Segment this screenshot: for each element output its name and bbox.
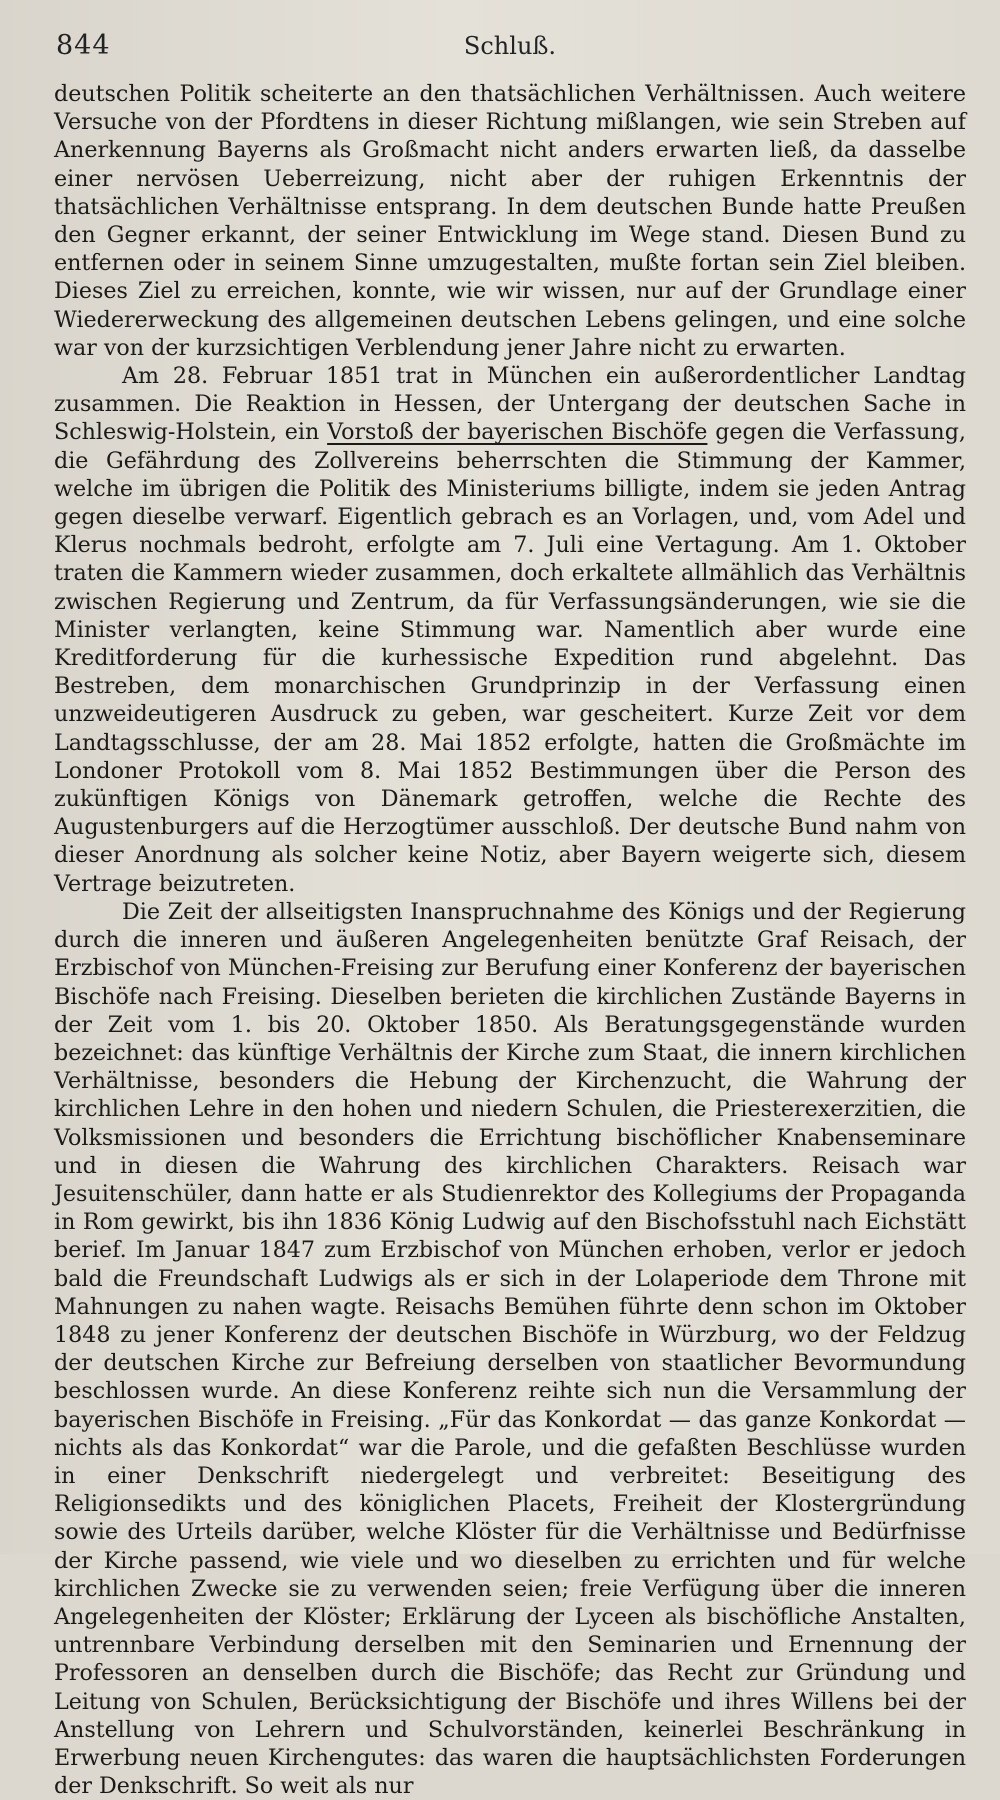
paragraph-3: Die Zeit der allseitigsten Inanspruchnahme des Königs und der Regierung durch die inneren und äußeren Angelegenheiten benützte Graf Reisach, der Erzbischof von München-Freising zur Berufung einer Konferenz der bayerischen Bischöfe nach Freising. Dieselben berieten die kirchlichen Zustände Bayerns in der Zeit vom 1. bis 20. Oktober 1850. Als Beratungsgegenstände wurden bezeichnet: das künftige Verhältnis der Kirche zum Staat, die innern kirchlichen Verhältnisse, besonders die Hebung der Kirchenzucht, die Wahrung der kirchlichen Lehre in den hohen und niedern Schulen, die Priesterexerzitien, die Volksmissionen und besonders die Errichtung bischöflicher Knabenseminare und in diesen die Wahrung des kirchlichen Charakters. Reisach war Jesuitenschüler, dann hatte er als Studienrektor des Kollegiums der Propaganda in Rom gewirkt, bis ihn 1836 König Ludwig auf den Bischofsstuhl nach Eichstätt berief. Im Januar 1847 zum Erzbischof von München erhoben, verlor er jedoch bald die Freundschaft Ludwigs als er sich in der Lolaperiode dem Throne mit Mahnungen zu nahen wagte. Reisachs Bemühen führte denn schon im Oktober 1848 zu jener Konferenz der deutschen Bischöfe in Würzburg, wo der Feldzug der deutschen Kirche zur Befreiung derselben von staatlicher Bevormundung beschlossen wurde. An diese Konferenz reihte sich nun die Versammlung der bayerischen Bischöfe in Freising. „Für das Konkordat — das ganze Konkordat — nichts als das Konkordat“ war die Parole, und die gefaßten Beschlüsse wurden in einer Denkschrift niedergelegt und verbreitet: Beseitigung des Religionsedikts und des königlichen Placets, Freiheit der Klostergründung sowie des Urteils darüber, welche Klöster für die Verhältnisse und Bedürfnisse der Kirche passend, wie viele und wo dieselben zu errichten und für welche kirchlichen Zwecke sie zu verwenden seien; freie Verfügung über die inneren Angelegenheiten der Klöster; Erklärung der Lyceen als bischöfliche Anstalten, untrennbare Verbindung derselben mit den Seminarien und Ernennung der Professoren an denselben durch die Bischöfe; das Recht zur Gründung und Leitung von Schulen, Berücksichtigung der Bischöfe und ihres Willens bei der Anstellung von Lehrern und Schulvorständen, keinerlei Beschränkung in Erwerbung neuen Kirchengutes: das waren die hauptsächlichsten Forderungen der Denkschrift. So weit als nur bbox=[54, 898, 966, 1800]
body-text bbox=[54, 80, 966, 1800]
page-number: 844 bbox=[56, 30, 111, 61]
paragraph-2-text-after: gegen die Verfassung, die Gefährdung des Zollvereins beherrschten die Stimmung der Kammer, welche im übrigen die Politik des Ministeriums billigte, indem sie jeden Antrag gegen dieselbe verwarf. Eigentlich gebrach es an Vorlagen, und, vom Adel und Klerus nochmals bedroht, erfolgte am 7. Juli eine Vertagung. Am 1. Oktober traten die Kammern wieder zusammen, doch erkaltete allmählich das Verhältnis zwischen Regierung und Zentrum, da für Verfassungsänderungen, wie sie die Minister verlangten, keine Stimmung war. Namentlich aber wurde eine Kreditforderung für die kurhessische Expedition rund abgelehnt. Das Bestreben, dem monarchischen Grundprinzip in der Verfassung einen unzweideutigeren Ausdruck zu geben, war gescheitert. Kurze Zeit vor dem Landtagsschlusse, der am 28. Mai 1852 erfolgte, hatten die Großmächte im Londoner Protokoll vom 8. Mai 1852 Bestimmungen über die Person des zukünftigen Königs von Dänemark getroffen, welche die Rechte des Augustenburgers auf die Herzogtümer ausschloß. Der deutsche Bund nahm von dieser Anordnung als solcher keine Notiz, aber Bayern weigerte sich, diesem Vertrage beizutreten. bbox=[54, 419, 966, 897]
underlined-passage: Vorstoß der bayerischen Bischöfe bbox=[327, 419, 708, 446]
paragraph-2-text-before: Am 28. Februar 1851 trat in München ein außerordentlicher Landtag zusammen. Die Reaktion in Hessen, der Untergang der deutschen Sache in Schleswig-Holstein, ein bbox=[54, 363, 966, 446]
running-head bbox=[54, 30, 966, 70]
paragraph-1: deutschen Politik scheiterte an den thatsächlichen Verhältnissen. Auch weitere Versuche von der Pfordtens in dieser Richtung mißlangen, wie sein Streben auf Anerkennung Bayerns als Großmacht nicht anders erwarten ließ, da dasselbe einer nervösen Ueberreizung, nicht aber der ruhigen Erkenntnis der thatsächlichen Verhältnisse entsprang. In dem deutschen Bunde hatte Preußen den Gegner erkannt, der seiner Entwicklung im Wege stand. Diesen Bund zu entfernen oder in seinem Sinne umzugestalten, mußte fortan sein Ziel bleiben. Dieses Ziel zu erreichen, konnte, wie wir wissen, nur auf der Grundlage einer Wiedererweckung des allgemeinen deutschen Lebens gelingen, und eine solche war von der kurzsichtigen Verblendung jener Jahre nicht zu erwarten. bbox=[54, 81, 966, 361]
running-title: Schluß. bbox=[463, 32, 557, 60]
paragraph-2 bbox=[54, 362, 966, 898]
